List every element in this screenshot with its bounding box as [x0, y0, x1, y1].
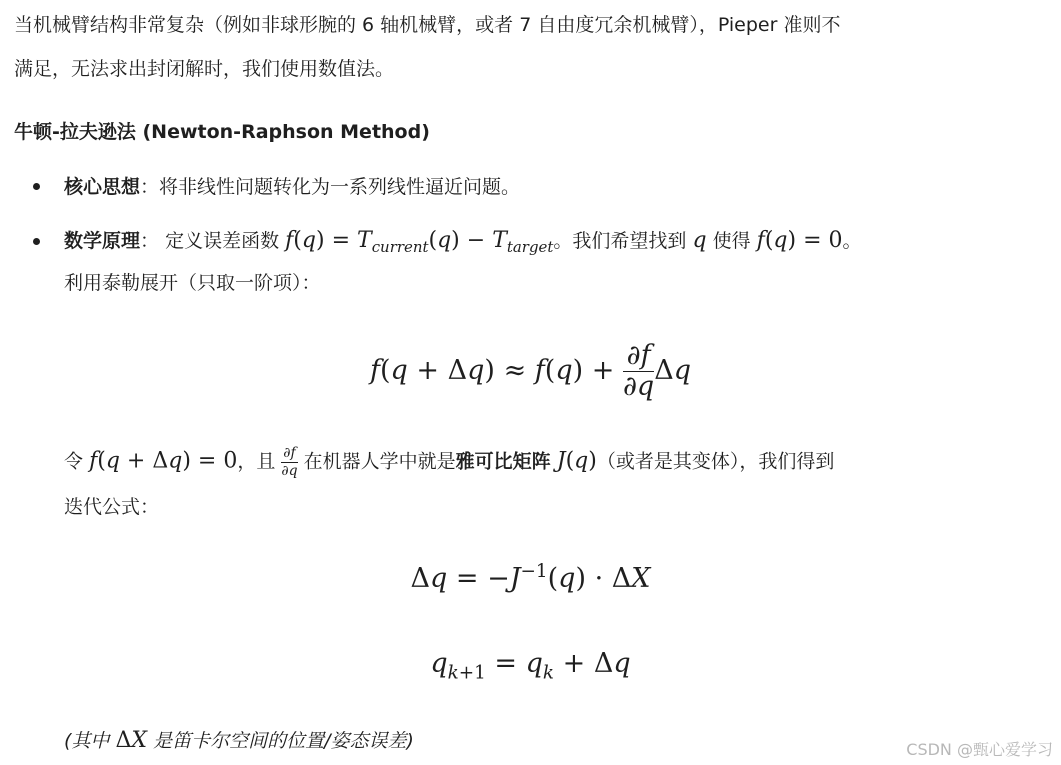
math-principle-text-3: 使得 [712, 230, 751, 252]
bullet-dot [33, 238, 40, 245]
error-function-formula: $f(q) = T_{current}(q) - T_{target}$ [285, 228, 554, 257]
qie-text: ，且 [237, 450, 276, 473]
math-principle-end: 。 [842, 230, 862, 252]
bullet-dot [33, 183, 40, 190]
update-formula: $q_{k+1} = q_k + \Delta q$ [430, 648, 631, 684]
math-principle-text-1: 定义误差函数 [165, 230, 280, 252]
intro-line-2: 满足，无法求出封闭解时，我们使用数值法。 [14, 58, 395, 80]
note-suffix: 是笛卡尔空间的位置/姿态误差) [153, 730, 414, 752]
intro-line-1: 当机械臂结构非常复杂（例如非球形腕的 6 轴机械臂，或者 7 自由度冗余机械臂），Pieper 准则不 [14, 14, 841, 36]
csdn-watermark: CSDN @甄心爱学习 [906, 740, 1053, 759]
bullet-core-idea [64, 172, 520, 202]
delta-q-formula: $\Delta q = -J^{-1}(q) \cdot \Delta X$ [410, 561, 651, 595]
math-principle-colon: ： [140, 230, 160, 252]
inline-partial-fraction: $\frac{\partial f}{\partial q}$ [281, 445, 298, 479]
math-principle-text-2: 。我们希望找到 [553, 230, 687, 252]
delta-x-note [64, 726, 414, 756]
jacobian-paragraph [64, 446, 834, 478]
jacobian-text-mid: 在机器人学中就是 [303, 450, 456, 473]
ling-text: 令 [64, 450, 84, 473]
zero-condition-formula: f(q) = 0 [756, 228, 843, 253]
jacobian-bold-term: 雅可比矩阵 [455, 450, 551, 473]
note-prefix: (其中 [64, 730, 110, 752]
section-heading: 牛顿-拉夫逊法 (Newton-Raphson Method) [14, 121, 430, 143]
iteration-intro: 迭代公式： [64, 496, 160, 518]
partial-derivative-fraction: $\frac{\partial f}{\partial q}$ [622, 339, 655, 402]
taylor-intro: 利用泰勒展开（只取一阶项）： [64, 272, 321, 294]
taylor-formula: f(q + Δq) ≈ f(q) + $\frac{\partial f}{\partial q}$ Δq [369, 339, 692, 402]
linear-condition-formula: f(q + Δq) = 0 [89, 448, 238, 474]
core-idea-label: 核心思想 [64, 176, 141, 198]
jacobian-symbol: J(q) [556, 448, 597, 474]
bullet-math-principle [64, 226, 862, 262]
jacobian-text-after: （或者是其变体），我们得到 [596, 450, 835, 473]
delta-x-symbol: ΔX [115, 728, 148, 753]
variable-q: q [692, 228, 707, 253]
core-idea-text: ：将非线性问题转化为一系列线性逼近问题。 [140, 176, 521, 198]
math-principle-label: 数学原理 [64, 230, 141, 252]
